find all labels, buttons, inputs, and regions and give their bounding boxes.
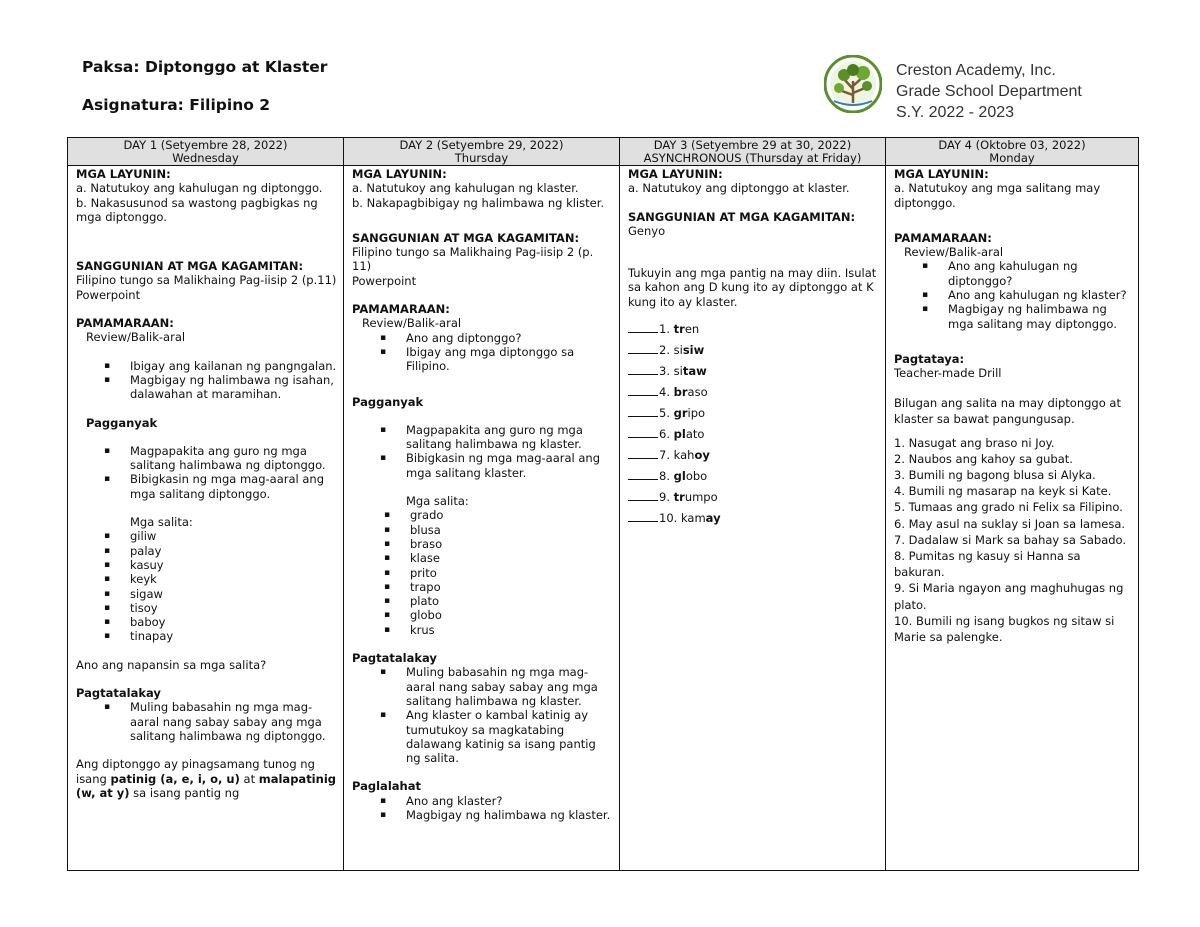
day3-sanggunian: Genyo — [628, 223, 666, 238]
day1-layunin-b: b. Nakasusunod sa wastong pagbigkas ng mga diptonggo. — [76, 195, 318, 224]
stressed-syllable: pl — [673, 427, 686, 442]
list-item: 8. Pumitas ng kasuy si Hanna sa bakuran. — [894, 548, 1081, 580]
day2-sanggunian-ppt: Powerpoint — [352, 273, 417, 288]
day1-pagganyak-heading: Pagganyak — [86, 415, 158, 430]
list-item: ▪ Ang klaster o kambal katinig ay tumutukoy sa magkatabing dalawang katinig sa isang pantig ng salita. — [406, 708, 613, 765]
list-item: 9. Si Maria ngayon ang maghuhugas ng plato. — [894, 581, 1124, 612]
list-item: 6. May asul na suklay si Joan sa lamesa. — [894, 516, 1126, 531]
day2-pamamaraan-heading: PAMAMARAAN: — [352, 302, 450, 317]
exercise-item — [628, 508, 879, 529]
item-number: 7. — [659, 448, 674, 463]
day4-instruction: Bilugan ang salita na may diptonggo at klaster sa bawat pangungusap. — [894, 395, 1121, 426]
day4-review-list — [894, 259, 1132, 330]
word-rest: aso — [687, 385, 708, 400]
stressed-syllable: br — [673, 385, 688, 400]
day1-pamamaraan-heading: PAMAMARAAN: — [76, 316, 174, 331]
list-item: ▪ Ano ang kahulugan ng klaster? — [948, 288, 1132, 302]
day2-pagganyak-list — [352, 423, 613, 480]
exercise-item — [628, 445, 879, 466]
asignatura-title: Asignatura: Filipino 2 — [82, 96, 271, 114]
answer-blank — [628, 321, 658, 333]
day1-definition: Ang diptonggo ay pinagsamang tunog ng isang patinig (a, e, i, o, u) at malapatinig (w, at y) sa isang pantig ng — [76, 757, 336, 800]
day1-review-list — [76, 359, 337, 402]
list-item: ▪ Ibigay ang mga diptonggo sa Filipino. — [406, 345, 613, 374]
list-item: ▪ Ano ang kahulugan ng diptonggo? — [948, 259, 1132, 288]
day3-header: DAY 3 (Setyembre 29 at 30, 2022) ASYNCHRONOUS (Thursday at Friday) — [620, 138, 886, 166]
day3-sanggunian-heading: SANGGUNIAN AT MGA KAGAMITAN: — [628, 209, 856, 224]
answer-blank — [628, 342, 658, 354]
list-item: ▪ sigaw — [130, 587, 337, 601]
day2-sanggunian-book: Filipino tungo sa Malikhaing Pag-iisip 2 (p. 11) — [352, 245, 594, 274]
day2-paglalahat-heading: Paglalahat — [352, 779, 421, 794]
word-rest: si — [673, 364, 683, 379]
list-item: ▪ Magpapakita ang guro ng mga salitang halimbawa ng diptonggo. — [130, 444, 337, 473]
day1-mga-salita: Mga salita: — [130, 515, 193, 530]
day2-pagtatalakay-list — [352, 665, 613, 765]
list-item: ▪ Ano ang klaster? — [406, 794, 613, 808]
day4-layunin-heading: MGA LAYUNIN: — [894, 167, 989, 181]
list-item: ▪ grado — [410, 508, 613, 522]
list-item: ▪ Magpapakita ang guro ng mga salitang halimbawa ng klaster. — [406, 423, 613, 452]
day2-word-list — [352, 508, 613, 637]
list-item: ▪ Ano ang diptonggo? — [406, 331, 613, 345]
word-rest: kam — [680, 511, 706, 526]
day2-layunin-heading: MGA LAYUNIN: — [352, 167, 447, 181]
day2-pagganyak-heading: Pagganyak — [352, 394, 424, 409]
day2-cell — [344, 166, 620, 871]
day2-review: Review/Balik-aral — [362, 316, 462, 331]
list-item: ▪ tisoy — [130, 601, 337, 615]
list-item: ▪ Magbigay ng halimbawa ng isahan, dalawahan at maramihan. — [130, 373, 337, 402]
item-number: 6. — [659, 427, 674, 442]
day3-cell — [620, 166, 886, 871]
day1-sanggunian-book: Filipino tungo sa Malikhaing Pag-iisip 2 (p.11) — [76, 273, 337, 288]
exercise-item — [628, 424, 879, 445]
answer-blank — [628, 384, 658, 396]
answer-blank — [628, 489, 658, 501]
day1-layunin-heading: MGA LAYUNIN: — [76, 167, 171, 181]
list-item: ▪ prito — [410, 566, 613, 580]
list-item: ▪ braso — [410, 537, 613, 551]
exercise-item — [628, 403, 879, 424]
day4-layunin-a: a. Natutukoy ang mga salitang may diptonggo. — [894, 181, 1101, 210]
list-item: ▪ Muling babasahin ng mga mag-aaral nang sabay sabay ang mga salitang halimbawa ng klaster. — [406, 665, 613, 708]
item-number: 1. — [659, 322, 674, 337]
word-rest: kah — [673, 448, 695, 463]
list-item: 5. Tumaas ang grado ni Felix sa Filipino. — [894, 500, 1123, 515]
day2-mga-salita: Mga salita: — [406, 494, 469, 509]
day4-pamamaraan-heading: PAMAMARAAN: — [894, 230, 992, 245]
list-item: ▪ Bibigkasin ng mga mag-aaral ang mga salitang klaster. — [406, 451, 613, 480]
day1-pagtatalakay-heading: Pagtatalakay — [76, 686, 161, 701]
list-item: ▪ palay — [130, 544, 337, 558]
list-item: 1. Nasugat ang braso ni Joy. — [894, 435, 1055, 450]
day1-header: DAY 1 (Setyembre 28, 2022) Wednesday — [68, 138, 344, 166]
answer-blank — [628, 405, 658, 417]
list-item: ▪ Muling babasahin ng mga mag-aaral nang sabay sabay ang mga salitang halimbawa ng diptonggo. — [130, 700, 337, 743]
school-name: Creston Academy, Inc. — [896, 62, 1056, 79]
stressed-syllable: tr — [673, 490, 685, 505]
day-header-row — [68, 138, 1139, 166]
day1-sanggunian-heading: SANGGUNIAN AT MGA KAGAMITAN: — [76, 259, 304, 274]
item-number: 5. — [659, 406, 674, 421]
lesson-plan-table — [67, 137, 1139, 871]
day4-cell — [886, 166, 1139, 871]
day2-pagtatalakay-heading: Pagtatalakay — [352, 651, 437, 666]
school-department: Grade School Department — [896, 83, 1082, 100]
word-rest: en — [684, 322, 700, 337]
exercise-item — [628, 361, 879, 382]
list-item: 4. Bumili ng masarap na keyk si Kate. — [894, 484, 1112, 499]
answer-blank — [628, 510, 658, 522]
day1-sanggunian-ppt: Powerpoint — [76, 287, 141, 302]
list-item: ▪ keyk — [130, 572, 337, 586]
day2-sanggunian-heading: SANGGUNIAN AT MGA KAGAMITAN: — [352, 230, 580, 245]
day3-instruction: Tukuyin ang mga pantig na may diin. Isulat sa kahon ang D kung ito ay diptonggo at K kung ito ay klaster. — [628, 266, 877, 309]
stressed-syllable: gl — [673, 469, 686, 484]
day1-cell — [68, 166, 344, 871]
answer-blank — [628, 447, 658, 459]
day3-layunin-a: a. Natutukoy ang diptonggo at klaster. — [628, 181, 850, 196]
list-item: ▪ blusa — [410, 523, 613, 537]
item-number: 4. — [659, 385, 674, 400]
list-item: 7. Dadalaw si Mark sa bahay sa Sabado. — [894, 532, 1127, 547]
header-titles — [82, 58, 327, 116]
day1-layunin-a: a. Natutukoy ang kahulugan ng diptonggo. — [76, 181, 323, 196]
stressed-syllable: siw — [682, 343, 705, 358]
day4-review: Review/Balik-aral — [904, 245, 1004, 260]
list-item: ▪ giliw — [130, 529, 337, 543]
content-row — [68, 166, 1139, 871]
list-item: ▪ baboy — [130, 615, 337, 629]
list-item: ▪ plato — [410, 594, 613, 608]
list-item: ▪ krus — [410, 623, 613, 637]
word-rest: obo — [685, 469, 708, 484]
list-item: ▪ Ibigay ang kailanan ng pangngalan. — [130, 359, 337, 373]
stressed-syllable: gr — [673, 406, 688, 421]
item-number: 8. — [659, 469, 674, 484]
list-item: ▪ Bibigkasin ng mga mag-aaral ang mga salitang diptonggo. — [130, 472, 337, 501]
day1-review: Review/Balik-aral — [86, 330, 186, 345]
list-item: ▪ trapo — [410, 580, 613, 594]
exercise-item — [628, 466, 879, 487]
day4-pagtataya: Teacher-made Drill — [894, 366, 1002, 381]
list-item: 2. Naubos ang kahoy sa gubat. — [894, 451, 1073, 466]
day3-exercise-list — [628, 319, 879, 529]
stressed-syllable: oy — [694, 448, 710, 463]
paksa-title: Paksa: Diptonggo at Klaster — [82, 58, 328, 76]
stressed-syllable: tr — [673, 322, 685, 337]
list-item: ▪ Magbigay ng halimbawa ng mga salitang may diptonggo. — [948, 302, 1132, 331]
list-item: ▪ kasuy — [130, 558, 337, 572]
day1-question: Ano ang napansin sa mga salita? — [76, 657, 267, 672]
list-item: 3. Bumili ng bagong blusa si Alyka. — [894, 467, 1096, 482]
word-rest: si — [673, 343, 683, 358]
stressed-syllable: ay — [705, 511, 721, 526]
item-number: 10. — [659, 511, 681, 526]
stressed-syllable: taw — [682, 364, 707, 379]
list-item: 10. Bumili ng isang bugkos ng sitaw si Marie sa palengke. — [894, 613, 1115, 644]
word-rest: umpo — [684, 490, 718, 505]
day2-header: DAY 2 (Setyembre 29, 2022) Thursday — [344, 138, 620, 166]
item-number: 2. — [659, 343, 674, 358]
list-item: ▪ klase — [410, 551, 613, 565]
answer-blank — [628, 468, 658, 480]
day4-pagtataya-heading: Pagtataya: — [894, 351, 965, 366]
school-year: S.Y. 2022 - 2023 — [896, 104, 1015, 121]
day4-header: DAY 4 (Oktobre 03, 2022) Monday — [886, 138, 1139, 166]
day1-pagtatalakay-list — [76, 700, 337, 743]
item-number: 9. — [659, 490, 674, 505]
word-rest: ipo — [687, 406, 706, 421]
list-item: ▪ globo — [410, 608, 613, 622]
day1-word-list — [76, 529, 337, 643]
school-info — [896, 60, 1082, 123]
school-logo-icon — [824, 55, 882, 113]
day1-pagganyak-list — [76, 444, 337, 501]
day3-layunin-heading: MGA LAYUNIN: — [628, 167, 723, 181]
day2-paglalahat-list — [352, 794, 613, 823]
item-number: 3. — [659, 364, 674, 379]
day4-sentence-list — [894, 435, 1132, 646]
answer-blank — [628, 426, 658, 438]
list-item: ▪ tinapay — [130, 629, 337, 643]
exercise-item — [628, 487, 879, 508]
exercise-item — [628, 319, 879, 340]
day2-review-list — [352, 331, 613, 374]
answer-blank — [628, 363, 658, 375]
list-item: ▪ Magbigay ng halimbawa ng klaster. — [406, 808, 613, 822]
exercise-item — [628, 382, 879, 403]
exercise-item — [628, 340, 879, 361]
word-rest: ato — [685, 427, 705, 442]
day2-layunin-b: b. Nakapagbibigay ng halimbawa ng klister. — [352, 195, 605, 210]
day2-layunin-a: a. Natutukoy ang kahulugan ng klaster. — [352, 181, 579, 196]
